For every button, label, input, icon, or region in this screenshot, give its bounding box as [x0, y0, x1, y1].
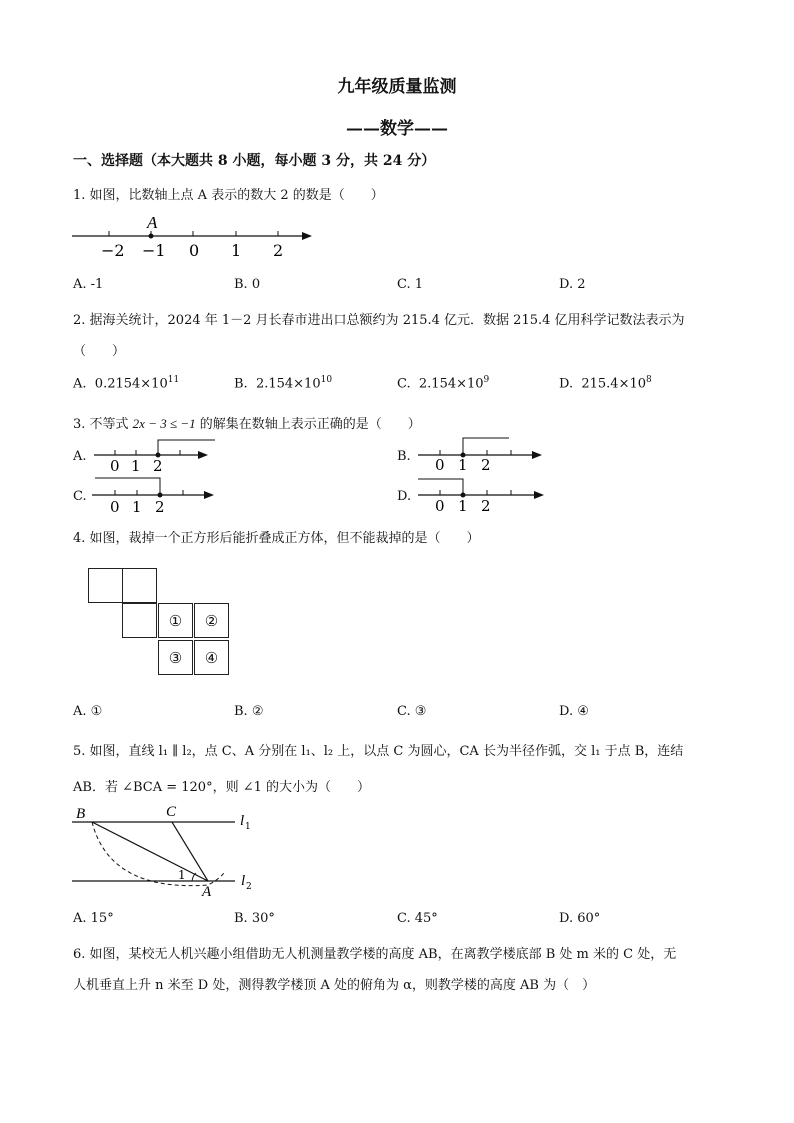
option-d[interactable]: D.: [397, 489, 412, 504]
net-square-1: ①: [158, 603, 193, 638]
tick-label: 0: [435, 497, 445, 515]
tick-label: −2: [101, 241, 125, 260]
option-a[interactable]: A. ①: [73, 704, 103, 719]
tick-label: 0: [435, 456, 445, 474]
option-a[interactable]: A.: [73, 449, 87, 464]
option-b[interactable]: B. $2.154\times 10^{10}$: [234, 375, 333, 392]
question-6-stem-cont: 人机垂直上升 n 米至 D 处，测得教学楼顶 A 处的俯角为 α，则教学楼的高度 AB 为（ ）: [73, 978, 596, 993]
point-a-label: A: [147, 213, 158, 232]
option-d[interactable]: D. 2: [559, 277, 586, 292]
option-b[interactable]: B. 0: [234, 277, 261, 292]
tick-label: 0: [110, 498, 120, 516]
tick-label: 0: [189, 241, 200, 260]
tick-label: 1: [231, 241, 242, 260]
option-a[interactable]: A. $0.2154\times 10^{11}$: [73, 375, 180, 392]
question-6-stem: 6. 如图，某校无人机兴趣小组借助无人机测量教学楼的高度 AB，在离教学楼底部 B 处 m 米的 C 处，无: [73, 947, 677, 962]
question-3-stem: 3. 不等式 2x − 3 ≤ −1 的解集在数轴上表示正确的是（ ）: [73, 416, 421, 432]
question-2-stem: 2. 据海关统计，2024 年 1－2 月长春市进出口总额约为 215.4 亿元．数据 215.4 亿用科学记数法表示为: [73, 313, 685, 328]
tick-label: 2: [155, 498, 165, 516]
net-square-3: ③: [158, 640, 193, 675]
net-square-4: ④: [194, 640, 229, 675]
question-4-stem: 4. 如图，裁掉一个正方形后能折叠成正方体，但不能裁掉的是（ ）: [73, 531, 480, 546]
line-l2-label: l: [241, 873, 246, 889]
tick-label: 2: [273, 241, 284, 260]
option-a[interactable]: A. 15°: [73, 911, 114, 926]
tick-label: 1: [458, 456, 468, 474]
page-title: 九年级质量监测: [337, 77, 457, 97]
option-c[interactable]: C. 1: [397, 277, 424, 292]
option-c[interactable]: C. $2.154\times 10^9$: [397, 375, 490, 392]
point-c-label: C: [166, 804, 177, 820]
question-2-stem-cont: （ ）: [73, 344, 126, 359]
option-c[interactable]: C.: [73, 489, 87, 504]
net-square-2: ②: [194, 603, 229, 638]
page-subtitle: ——数学——: [346, 119, 448, 139]
tick-label: 1: [132, 498, 142, 516]
question-5-stem-cont: AB．若 ∠BCA = 120°，则 ∠1 的大小为（ ）: [73, 780, 370, 795]
tick-label: 1: [131, 457, 141, 475]
option-c[interactable]: C. 45°: [397, 911, 438, 926]
option-d[interactable]: D. $215.4\times 10^8$: [559, 375, 652, 392]
tick-label: 2: [153, 457, 163, 475]
option-b[interactable]: B.: [397, 449, 411, 464]
option-b[interactable]: B. 30°: [234, 911, 275, 926]
point-b-label: B: [76, 806, 86, 822]
option-c[interactable]: C. ③: [397, 704, 427, 719]
line-l1-label: l: [240, 813, 245, 829]
question-1-stem: 1. 如图，比数轴上点 A 表示的数大 2 的数是（ ）: [73, 188, 384, 203]
option-a[interactable]: A. -1: [73, 277, 104, 292]
section-heading: 一、选择题（本大题共 8 小题，每小题 3 分，共 24 分）: [73, 153, 436, 169]
option-d[interactable]: D. 60°: [559, 911, 601, 926]
point-a-label: A: [202, 884, 212, 900]
tick-label: 1: [458, 497, 468, 515]
option-b[interactable]: B. ②: [234, 704, 264, 719]
question-5-stem: 5. 如图，直线 l₁ ∥ l₂，点 C、A 分别在 l₁、l₂ 上，以点 C 为圆心，CA 长为半径作弧，交 l₁ 于点 B，连结: [73, 744, 684, 759]
line-l1-subscript: 1: [245, 822, 251, 832]
tick-label: −1: [142, 241, 166, 260]
option-d[interactable]: D. ④: [559, 704, 589, 719]
angle-1-label: 1: [178, 868, 186, 882]
tick-label: 2: [481, 497, 491, 515]
tick-label: 0: [110, 457, 120, 475]
line-l2-subscript: 2: [246, 882, 252, 892]
tick-label: 2: [481, 456, 491, 474]
